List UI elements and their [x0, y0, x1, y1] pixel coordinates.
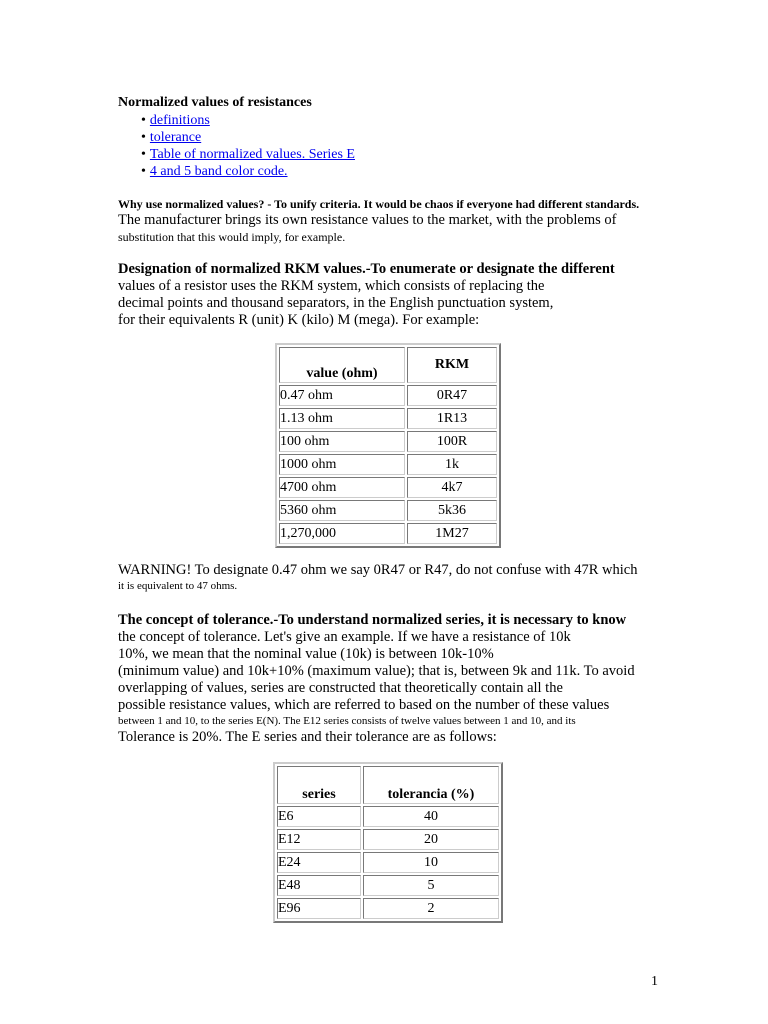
table-header-row — [279, 347, 497, 383]
rkm-cell: 100R — [407, 431, 497, 452]
value-cell: 1,270,000 — [279, 523, 405, 544]
series-cell: E96 — [277, 898, 361, 919]
table-row — [279, 454, 497, 475]
rkm-cell: 1M27 — [407, 523, 497, 544]
series-cell: E12 — [277, 829, 361, 850]
column-header-tolerance: tolerancia (%) — [363, 766, 499, 804]
toc-link-series-table[interactable]: Table of normalized values. Series E — [149, 147, 355, 162]
column-header-value: value (ohm) — [279, 347, 405, 383]
rkm-cell: 5k36 — [407, 500, 497, 521]
document-page — [118, 94, 708, 923]
toc-item-series-table — [141, 146, 708, 163]
value-cell: 0.47 ohm — [279, 385, 405, 406]
why-question: Why use normalized values? - To unify criteria. It would be chaos if everyone had different standards. — [118, 197, 640, 211]
series-cell: E48 — [277, 875, 361, 896]
table-row — [279, 431, 497, 452]
rkm-paragraph-line: values of a resistor uses the RKM system, which consists of replacing the — [118, 278, 545, 294]
table-row — [277, 806, 499, 827]
tolerance-paragraph-line: overlapping of values, series are constructed that theoretically contain all the — [118, 680, 563, 696]
rkm-paragraph-line: for their equivalents R (unit) K (kilo) M (mega). For example: — [118, 312, 480, 328]
value-cell: 1000 ohm — [279, 454, 405, 475]
value-cell: 1.13 ohm — [279, 408, 405, 429]
table-row — [277, 829, 499, 850]
page-heading: Normalized values of resistances — [118, 95, 312, 110]
bullet-icon: • — [141, 113, 146, 128]
bullet-icon: • — [141, 164, 146, 179]
table-row — [279, 385, 497, 406]
tolerance-cell: 40 — [363, 806, 499, 827]
table-row — [277, 875, 499, 896]
why-paragraph-line: substitution that this would imply, for example. — [118, 230, 346, 244]
page-number: 1 — [651, 974, 658, 989]
warning-line: WARNING! To designate 0.47 ohm we say 0R47 or R47, do not confuse with 47R which — [118, 562, 638, 578]
value-cell: 100 ohm — [279, 431, 405, 452]
series-cell: E6 — [277, 806, 361, 827]
rkm-cell: 0R47 — [407, 385, 497, 406]
tolerance-paragraph-line: possible resistance values, which are referred to based on the number of these values — [118, 697, 610, 713]
rkm-cell: 1R13 — [407, 408, 497, 429]
tolerance-cell: 2 — [363, 898, 499, 919]
series-cell: E24 — [277, 852, 361, 873]
toc-link-definitions[interactable]: definitions — [149, 113, 210, 128]
table-row — [279, 523, 497, 544]
tolerance-paragraph-line: 10%, we mean that the nominal value (10k) is between 10k-10% — [118, 646, 494, 662]
rkm-cell: 4k7 — [407, 477, 497, 498]
value-cell: 4700 ohm — [279, 477, 405, 498]
tolerance-cell: 5 — [363, 875, 499, 896]
tolerance-cell: 20 — [363, 829, 499, 850]
tolerance-cell: 10 — [363, 852, 499, 873]
table-row — [279, 477, 497, 498]
table-of-contents — [118, 112, 708, 180]
table-row — [279, 408, 497, 429]
series-table — [273, 762, 503, 923]
rkm-table — [275, 343, 501, 548]
warning-line: it is equivalent to 47 ohms. — [118, 580, 238, 592]
bullet-icon: • — [141, 147, 146, 162]
table-row — [277, 852, 499, 873]
column-header-series: series — [277, 766, 361, 804]
rkm-heading: Designation of normalized RKM values.-To enumerate or designate the different — [118, 261, 615, 277]
toc-link-tolerance[interactable]: tolerance — [149, 130, 202, 145]
bullet-icon: • — [141, 130, 146, 145]
table-row — [279, 500, 497, 521]
tolerance-paragraph-line: Tolerance is 20%. The E series and their tolerance are as follows: — [118, 729, 497, 745]
toc-item-color-code — [141, 163, 708, 180]
tolerance-paragraph-line: (minimum value) and 10k+10% (maximum value); that is, between 9k and 11k. To avoid — [118, 663, 635, 679]
why-paragraph-line: The manufacturer brings its own resistance values to the market, with the problems of — [118, 212, 617, 228]
tolerance-paragraph-line: the concept of tolerance. Let's give an example. If we have a resistance of 10k — [118, 629, 571, 645]
tolerance-heading: The concept of tolerance.-To understand normalized series, it is necessary to know — [118, 612, 627, 628]
toc-link-color-code[interactable]: 4 and 5 band color code. — [149, 164, 288, 179]
tolerance-paragraph-line: between 1 and 10, to the series E(N). The E12 series consists of twelve values between 1 and 10, and its — [118, 715, 576, 727]
table-header-row — [277, 766, 499, 804]
table-row — [277, 898, 499, 919]
rkm-cell: 1k — [407, 454, 497, 475]
toc-item-definitions — [141, 112, 708, 129]
column-header-rkm: RKM — [407, 347, 497, 383]
rkm-paragraph-line: decimal points and thousand separators, in the English punctuation system, — [118, 295, 554, 311]
value-cell: 5360 ohm — [279, 500, 405, 521]
toc-item-tolerance — [141, 129, 708, 146]
